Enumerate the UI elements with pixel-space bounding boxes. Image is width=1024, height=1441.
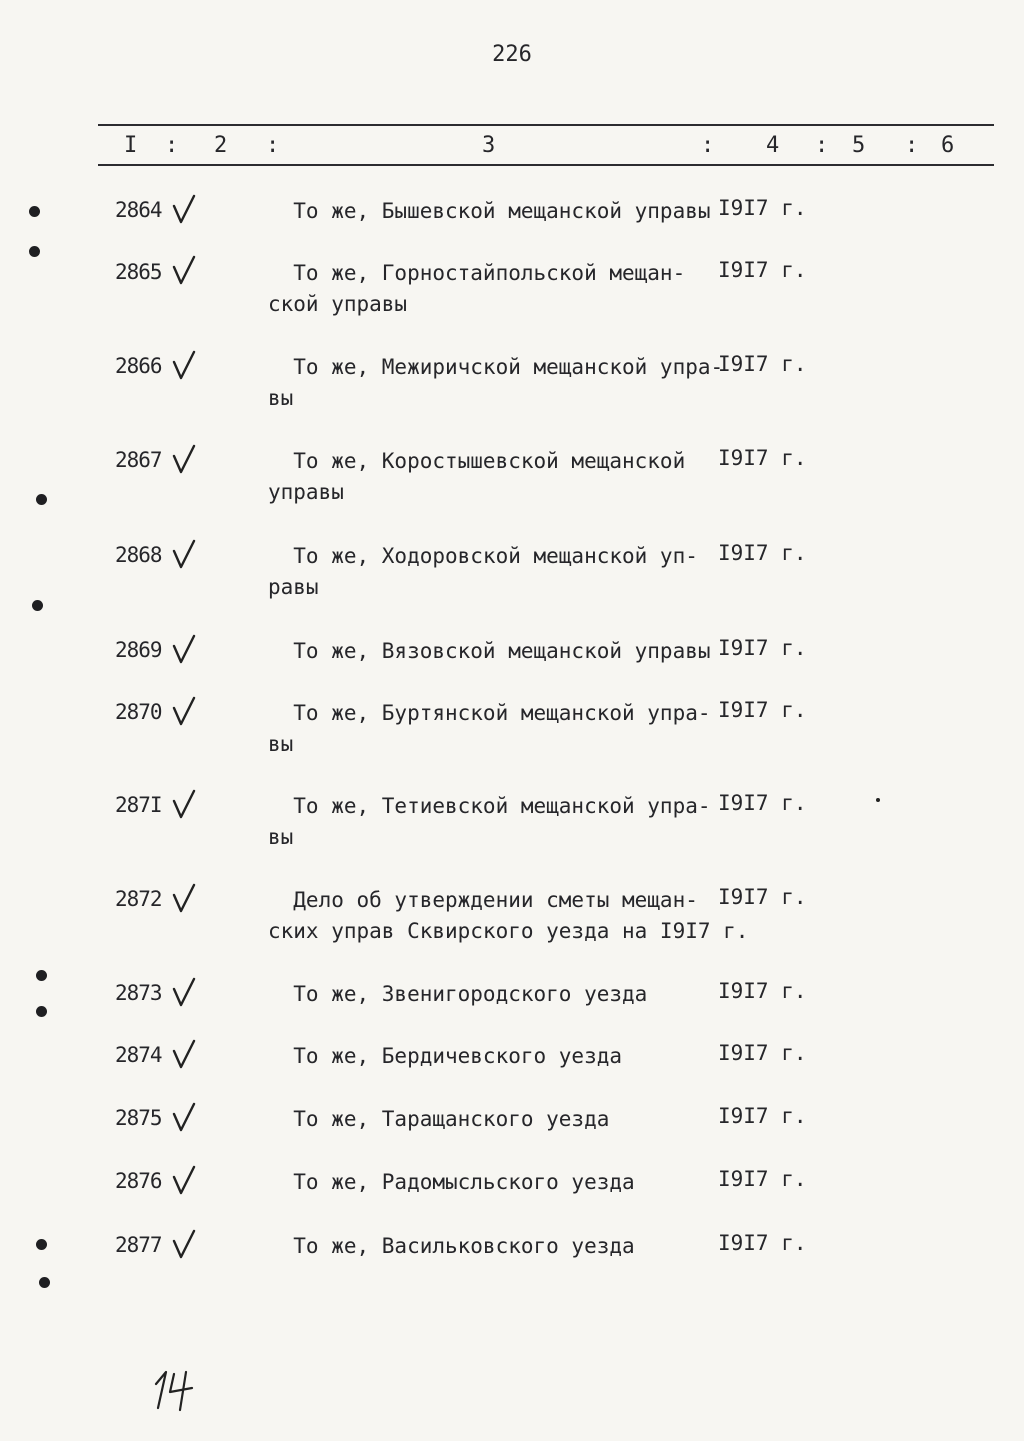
check-mark-icon [172, 539, 198, 571]
entry-number: 2865 [115, 260, 162, 284]
column-header-sep: : [266, 133, 280, 158]
entry-description: То же, Радомысльского уезда [268, 1170, 635, 1194]
punch-hole [39, 1277, 50, 1288]
column-header-6: 6 [941, 133, 955, 158]
punch-hole [36, 1239, 47, 1250]
check-mark-icon [172, 1039, 198, 1071]
entry-number: 2873 [115, 981, 162, 1005]
entry-year: I9I7 г. [718, 352, 807, 376]
entry-number: 2866 [115, 354, 162, 378]
entry-number: 2867 [115, 448, 162, 472]
entry-description: То же, Межиричской мещанской упра- вы [268, 355, 724, 410]
check-mark-icon [172, 883, 198, 915]
check-mark-icon [172, 255, 198, 287]
entry-year: I9I7 г. [718, 1231, 807, 1255]
header-rule-top [98, 124, 994, 126]
entry-number: 2875 [115, 1106, 162, 1130]
entry-year: I9I7 г. [718, 258, 807, 282]
column-header-5: 5 [852, 133, 866, 158]
column-header-1: I [124, 133, 138, 158]
entry-year: I9I7 г. [718, 698, 807, 722]
column-header-sep: : [701, 133, 715, 158]
check-mark-icon [172, 789, 198, 821]
entry-description: То же, Ходоровской мещанской уп- равы [268, 544, 698, 599]
entry-number: 2877 [115, 1233, 162, 1257]
punch-hole [32, 600, 43, 611]
entry-number: 2868 [115, 543, 162, 567]
page-number: 226 [492, 42, 532, 67]
entry-description: То же, Таращанского уезда [268, 1107, 610, 1131]
column-header-3: 3 [482, 133, 496, 158]
entry-number: 287I [115, 793, 162, 817]
column-header-4: 4 [766, 133, 780, 158]
entry-year: I9I7 г. [718, 541, 807, 565]
column-header-sep: : [165, 133, 179, 158]
check-mark-icon [172, 977, 198, 1009]
check-mark-icon [172, 1229, 198, 1261]
entry-description: То же, Васильковского уезда [268, 1234, 635, 1258]
entry-number: 2876 [115, 1169, 162, 1193]
entry-year: I9I7 г. [718, 636, 807, 660]
punch-hole [29, 246, 40, 257]
check-mark-icon [172, 194, 198, 226]
punch-hole [29, 206, 40, 217]
entry-number: 2870 [115, 700, 162, 724]
entry-number: 2864 [115, 198, 162, 222]
entry-description: То же, Звенигородского уезда [268, 982, 648, 1006]
entry-year: I9I7 г. [718, 885, 807, 909]
entry-number: 2872 [115, 887, 162, 911]
check-mark-icon [172, 350, 198, 382]
punch-hole [36, 494, 47, 505]
entry-year: I9I7 г. [718, 1167, 807, 1191]
folio-number [152, 1368, 200, 1412]
entry-number: 2874 [115, 1043, 162, 1067]
speck [876, 798, 880, 802]
entry-description: То же, Бердичевского уезда [268, 1044, 623, 1068]
column-header-sep: : [815, 133, 829, 158]
entry-description: То же, Коростышевской мещанской управы [268, 449, 686, 504]
check-mark-icon [172, 444, 198, 476]
punch-hole [36, 970, 47, 981]
entry-year: I9I7 г. [718, 196, 807, 220]
entry-description: Дело об утверждении сметы мещан- ских управ Сквирского уезда на I9I7 г. [268, 888, 749, 943]
entry-year: I9I7 г. [718, 446, 807, 470]
entry-year: I9I7 г. [718, 1041, 807, 1065]
entry-description: То же, Горностайпольской мещан- ской управы [268, 261, 686, 316]
column-header-sep: : [905, 133, 919, 158]
entry-description: То же, Буртянской мещанской упра- вы [268, 701, 711, 756]
header-rule-bottom [98, 164, 994, 166]
punch-hole [36, 1006, 47, 1017]
entry-year: I9I7 г. [718, 1104, 807, 1128]
entry-number: 2869 [115, 638, 162, 662]
check-mark-icon [172, 1102, 198, 1134]
entry-year: I9I7 г. [718, 979, 807, 1003]
entry-description: То же, Бышевской мещанской управы [268, 199, 711, 223]
check-mark-icon [172, 1165, 198, 1197]
entry-year: I9I7 г. [718, 791, 807, 815]
entry-description: То же, Тетиевской мещанской упра- вы [268, 794, 711, 849]
column-header-2: 2 [214, 133, 228, 158]
check-mark-icon [172, 696, 198, 728]
check-mark-icon [172, 634, 198, 666]
entry-description: То же, Вязовской мещанской управы [268, 639, 711, 663]
